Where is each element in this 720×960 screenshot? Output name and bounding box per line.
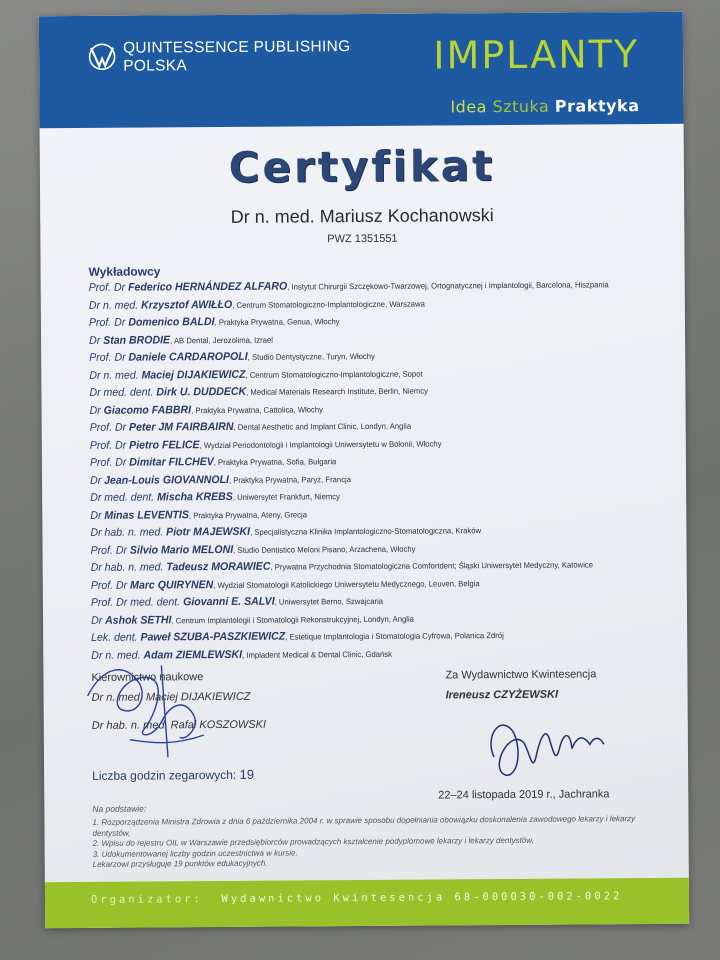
lecturer-name: Daniele CARDAROPOLI xyxy=(128,350,248,364)
lecturer-name: Tadeusz MORAWIEC xyxy=(166,560,271,574)
lecturer-affiliation: , Uniwersytet Berno, Szwajcaria xyxy=(274,596,384,607)
lecturer-affiliation: , Specjalistyczna Klinika Implantologiczno-Stomatologiczna, Kraków xyxy=(250,526,482,537)
lecturer-name: Silvio Mario MELONI xyxy=(129,543,234,557)
lecturer-name: Domenico BALDI xyxy=(128,316,215,329)
legal-note: 3. Udokumentowanej liczby godzin uczestnictwa w kursie. xyxy=(92,847,298,859)
lecturer-name: Peter JM FAIRBAIRN xyxy=(128,420,234,434)
legal-notes xyxy=(92,814,652,870)
lecturer-title: Dr n. med. xyxy=(91,649,141,662)
lecturer-title: Prof. Dr xyxy=(88,281,126,294)
lecturer-title: Dr xyxy=(90,474,102,487)
lecturer-affiliation: , Praktyka Prywatna, Genua, Włochy xyxy=(214,317,340,328)
certificate-header xyxy=(39,12,684,128)
lecturer-affiliation: , Impladent Medical & Dental Clinic, Gdańsk xyxy=(242,649,392,660)
lecturer-affiliation: , Medical Materials Research Institute, Berlin, Niemcy xyxy=(246,386,429,397)
organizer-line: Organizator: Wydawnictwo Kwintesencja 68-000030-002-0022 xyxy=(90,890,623,906)
lecturer-name: Minas LEVENTIS xyxy=(104,508,189,522)
lecturer-title: Dr n. med. xyxy=(89,369,139,382)
scientific-leadership-label: Kierownictwo naukowe xyxy=(91,671,204,684)
lecturer-affiliation: , Studio Dentistico Meloni Pisano, Arzachena, Włochy xyxy=(233,544,416,555)
lecturer-name: Krzysztof AWIŁŁO xyxy=(141,298,233,312)
legal-note: Lekarzowi przysługuje 19 punktów edukacyjnych. xyxy=(92,858,268,869)
lecturer-title: Prof. Dr xyxy=(90,544,127,557)
lecturer-name: Dimitar FILCHEV xyxy=(129,456,214,469)
lecturer-title: Prof. Dr xyxy=(88,316,126,329)
recipient-pwz: PWZ 1351551 xyxy=(327,232,398,246)
lecturer-affiliation: , Centrum Stomatologiczno-Implantologiczne, Warszawa xyxy=(232,299,425,310)
basis-label: Na podstawie: xyxy=(92,803,147,814)
brand-title: IMPLANTY xyxy=(433,32,640,78)
lecturer-affiliation: , Dental Aesthetic and Implant Clinic, Londyn, Anglia xyxy=(233,421,412,432)
date-place: 22–24 listopada 2019 r., Jachranka xyxy=(438,788,610,802)
lecturers-heading: Wykładowcy xyxy=(88,264,161,279)
lecturer-affiliation: , Instytut Chirurgii Szczękowo-Twarzowej, Ortognatycznej i Implantologii, Barcelona, Hiszpania xyxy=(287,280,609,292)
lecturer-name: Federico HERNÁNDEZ ALFARO xyxy=(128,280,288,294)
certificate-document xyxy=(39,12,689,928)
lecturer-affiliation: , Praktyka Prywatna, Sofia, Bułgaria xyxy=(213,457,337,468)
lecturer-title: Dr hab. n. med. xyxy=(90,526,164,539)
lecturer-title: Prof. Dr xyxy=(89,456,127,469)
publisher-sign-label: Za Wydawnictwo Kwintesencja xyxy=(445,668,597,682)
lecturers-list xyxy=(89,278,682,667)
lecturer-name: Dirk U. DUDDECK xyxy=(156,385,247,399)
brand-tagline: Idea Sztuka Praktyka xyxy=(450,96,640,117)
lecturer-title: Dr med. dent. xyxy=(89,386,154,399)
lecturer-affiliation: , AB Dental, Jerozolima, Izrael xyxy=(170,335,273,345)
scientific-leader-1: Dr n. med. Maciej DIJAKIEWICZ xyxy=(91,690,251,704)
lecturer-affiliation: , Praktyka Prywatna, Paryż, Francja xyxy=(228,474,352,485)
publisher-signatory: Ireneusz CZYŻEWSKI xyxy=(445,688,559,702)
lecturer-name: Jean-Louis GIOVANNOLI xyxy=(104,473,229,487)
hours-count: Liczba godzin zegarowych: 19 xyxy=(92,766,255,783)
lecturer-title: Dr med. dent. xyxy=(90,491,155,504)
lecturer-title: Prof. Dr xyxy=(89,351,126,364)
lecturer-title: Prof. Dr med. dent. xyxy=(90,596,181,609)
legal-note: 1. Rozporządzenia Ministra Zdrowia z dnia 6 października 2004 r. w sprawie sposobu dopełniania obowiązku doskonalenia zawodowego lekarzy i lekarzy dentystów, xyxy=(92,814,636,838)
recipient-name: Dr n. med. Mariusz Kochanowski xyxy=(230,205,494,227)
lecturer-title: Prof. Dr xyxy=(90,579,128,592)
lecturer-title: Dr xyxy=(89,334,101,347)
lecturer-affiliation: , Praktyka Prywatna, Ateny, Grecja xyxy=(188,509,308,520)
lecturer-affiliation: , Wydział Periodontologii i Implantologii Uniwersytetu w Bolonii, Włochy xyxy=(199,438,442,450)
lecturer-title: Dr xyxy=(91,614,103,627)
lecturer-name: Pietro FELICE xyxy=(129,438,200,452)
lecturer-title: Prof. Dr xyxy=(89,421,127,434)
lecturer-affiliation: , Prywatna Przychodnia Stomatologiczna Comfortdent; Śląski Uniwersytet Medyczny, Katowice xyxy=(270,560,594,572)
lecturer-name: Giovanni E. SALVI xyxy=(183,595,275,609)
lecturer-name: Adam ZIEMLEWSKI xyxy=(143,648,243,662)
lecturer-name: Mischa KREBS xyxy=(157,490,233,504)
lecturer-name: Stan BRODIE xyxy=(103,333,171,347)
lecturer-affiliation: , Studio Dentystyczne, Turyn, Włochy xyxy=(247,351,375,362)
lecturer-title: Lek. dent. xyxy=(91,631,138,644)
lecturer-name: Marc QUIRYNEN xyxy=(130,578,214,592)
lecturer-name: Maciej DIJAKIEWICZ xyxy=(141,368,246,382)
lecturer-affiliation: , Wydział Stomatologii Katolickiego Uniwersytetu Medycznego, Leuven, Belgia xyxy=(213,578,480,590)
signature-right-scribble xyxy=(491,724,604,775)
scientific-leader-2: Dr hab. n. med. Rafał KOSZOWSKI xyxy=(91,718,267,732)
lecturer-title: Dr n. med. xyxy=(88,299,139,312)
quintessence-logo-icon xyxy=(87,42,117,72)
lecturer-affiliation: , Uniwersytet Frankfurt, Niemcy xyxy=(232,492,340,502)
lecturer-title: Prof. Dr xyxy=(89,439,127,452)
lecturer-name: Piotr MAJEWSKI xyxy=(166,525,251,539)
lecturer-title: Dr xyxy=(89,404,101,417)
certificate-title: Certyfikat xyxy=(228,141,496,192)
legal-note: 2. Wpisu do rejestru OIL w Warszawie przedsiębiorców prowadzących kształcenie podyplomowe lekarzy i lekarzy dentystów, xyxy=(92,835,534,848)
lecturer-affiliation: , Estetique Implantologia i Stomatologia Cyfrowa, Polanica Zdrój xyxy=(285,631,504,642)
lecturer-affiliation: , Centrum Implantologii i Stomatologii Rekonstrukcyjnej, Londyn, Anglia xyxy=(171,614,414,625)
lecturer-name: Paweł SZUBA-PASZKIEWICZ xyxy=(140,630,286,644)
lecturer-affiliation: , Praktyka Prywatna, Cattolica, Włochy xyxy=(191,404,324,415)
lecturer-name: Ashok SETHI xyxy=(105,613,172,627)
lecturer-title: Dr xyxy=(90,509,102,522)
publisher-name: QUINTESSENCE PUBLISHING POLSKA xyxy=(122,38,351,75)
lecturer-affiliation: , Centrum Stomatologiczno-Implantologiczne, Sopot xyxy=(245,369,423,380)
lecturer-name: Giacomo FABBRI xyxy=(103,403,192,417)
lecturer-title: Dr hab. n. med. xyxy=(90,561,164,574)
lecturer-row xyxy=(91,645,658,666)
